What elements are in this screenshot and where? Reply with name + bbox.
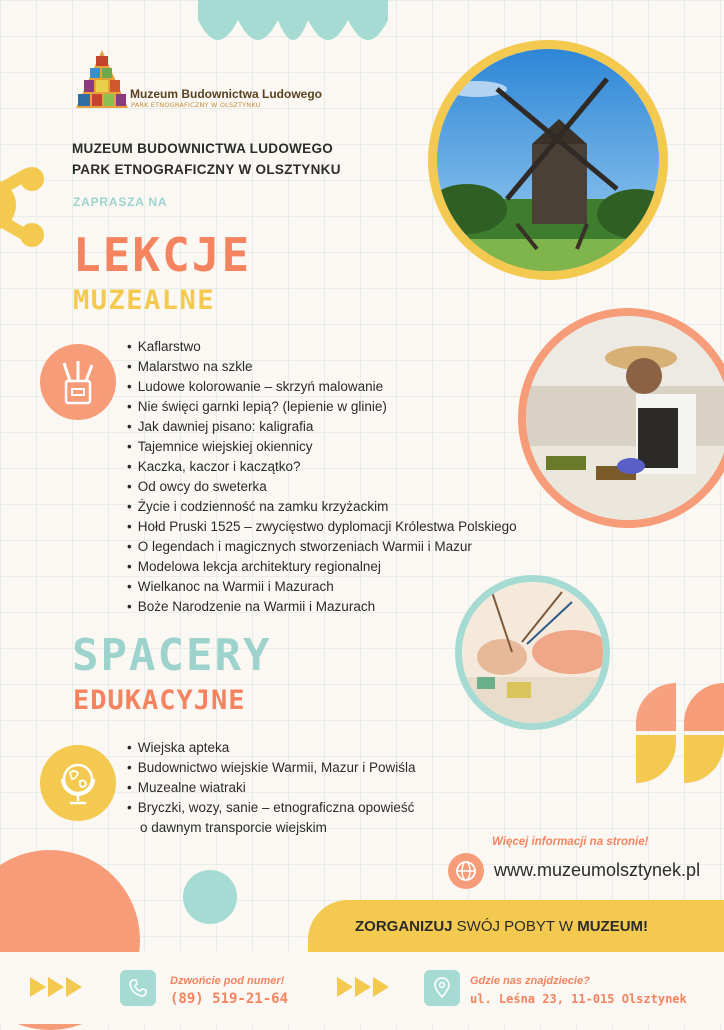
pencil-cup-icon xyxy=(40,344,116,420)
list-item: • Od owcy do sweterka xyxy=(127,477,517,497)
phone-label: Dzwońcie pod numer! xyxy=(170,975,285,987)
workshop-photo xyxy=(518,308,724,528)
list-item: • Budownictwo wiejskie Warmii, Mazur i Powiśla xyxy=(127,758,416,778)
list-item: • Życie i codzienność na zamku krzyżackim xyxy=(127,497,517,517)
list-item-continuation: o dawnym transporcie wiejskim xyxy=(140,820,327,835)
logo-title: Muzeum Budownictwa Ludowego xyxy=(130,87,322,101)
globe-icon xyxy=(40,745,116,821)
lessons-title: LEKCJE xyxy=(73,228,252,282)
list-item: • Jak dawniej pisano: kaligrafia xyxy=(127,417,517,437)
website-link[interactable]: www.muzeumolsztynek.pl xyxy=(494,860,701,880)
organizer-line-1: MUZEUM BUDOWNICTWA LUDOWEGO xyxy=(72,141,334,156)
invite-text: ZAPRASZA NA xyxy=(73,195,168,209)
list-item: • Kaflarstwo xyxy=(127,337,517,357)
lessons-subtitle: MUZEALNE xyxy=(73,285,216,316)
organizer-name xyxy=(72,138,341,180)
list-item: • Wielkanoc na Warmii i Mazurach xyxy=(127,577,517,597)
list-item: • Ludowe kolorowanie – skrzyń malowanie xyxy=(127,377,517,397)
list-item: • Bryczki, wozy, sanie – etnograficzna opowieść xyxy=(127,798,416,818)
list-item: • O legendach i magicznych stworzeniach Warmii i Mazur xyxy=(127,537,517,557)
more-info-text: Więcej informacji na stronie! xyxy=(492,836,649,848)
logo-subtitle: PARK ETNOGRAFICZNY W OLSZTYNKU xyxy=(131,101,261,109)
decorative-yellow-blob xyxy=(0,165,50,250)
location-pin-icon xyxy=(424,970,460,1006)
decorative-teal-shape xyxy=(198,0,388,60)
walks-list xyxy=(127,738,416,838)
banner-text xyxy=(355,918,648,935)
triple-arrow-icon xyxy=(337,972,397,1002)
list-item: • Hołd Pruski 1525 – zwycięstwo dyplomacji Królestwa Polskiego xyxy=(127,517,517,537)
globe-web-icon xyxy=(448,853,484,889)
list-item: • Nie święci garnki lepią? (lepienie w glinie) xyxy=(127,397,517,417)
list-item: • Malarstwo na szkle xyxy=(127,357,517,377)
walks-subtitle: EDUKACYJNE xyxy=(73,685,246,716)
phone-number[interactable]: (89) 519-21-64 xyxy=(170,991,289,1007)
organizer-line-2: PARK ETNOGRAFICZNY W OLSZTYNKU xyxy=(72,162,341,177)
list-item: • Muzealne wiatraki xyxy=(127,778,416,798)
list-item: • Tajemnice wiejskiej okiennicy xyxy=(127,437,517,457)
banner-middle: SWÓJ POBYT W xyxy=(452,918,578,935)
triple-arrow-icon xyxy=(30,972,90,1002)
list-item: • Modelowa lekcja architektury regionalnej xyxy=(127,557,517,577)
lessons-list xyxy=(127,337,517,617)
list-item: • Boże Narodzenie na Warmii i Mazurach xyxy=(127,597,517,617)
museum-logo-icon xyxy=(72,48,132,110)
walks-title: SPACERY xyxy=(72,630,272,681)
list-item: • Kaczka, kaczor i kaczątko? xyxy=(127,457,517,477)
windmill-photo xyxy=(428,40,668,280)
address-label: Gdzie nas znajdziecie? xyxy=(470,975,590,987)
decorative-teal-dot xyxy=(183,870,237,924)
banner-bold-1: ZORGANIZUJ xyxy=(355,918,453,935)
banner-bold-2: MUZEUM! xyxy=(577,918,649,935)
address-value: ul. Leśna 23, 11-015 Olsztynek xyxy=(470,992,687,1006)
decorative-orange-yellow-shape xyxy=(636,683,724,783)
list-item: • Wiejska apteka xyxy=(127,738,416,758)
phone-icon xyxy=(120,970,156,1006)
